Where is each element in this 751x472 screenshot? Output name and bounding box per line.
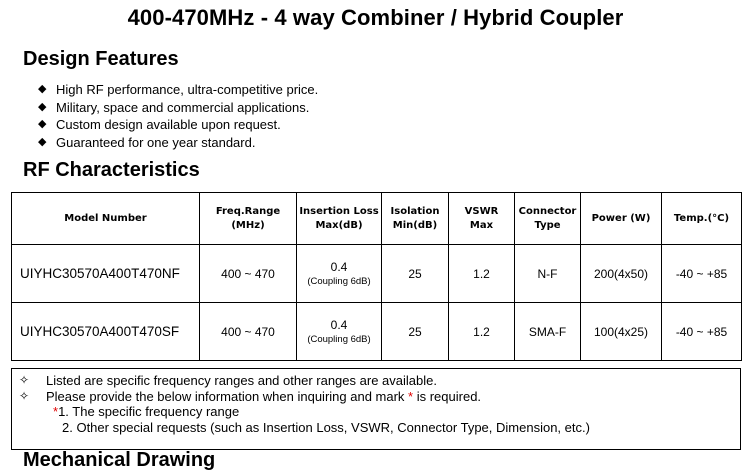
- col-header-connector: Connector Type: [515, 193, 581, 245]
- cell-isolation: 25: [382, 303, 449, 361]
- diamond-bullet-icon: ◆: [38, 100, 47, 113]
- diamond-outline-icon: ✧: [19, 373, 30, 387]
- rf-characteristics-heading: RF Characteristics: [23, 159, 200, 181]
- note-subitem: 2. Other special requests (such as Insertion Loss, VSWR, Connector Type, Dimension, etc.): [62, 419, 590, 435]
- required-asterisk: *: [53, 404, 59, 419]
- note-line: [19, 373, 740, 389]
- cell-power: 100(4x25): [581, 303, 662, 361]
- cell-vswr: 1.2: [449, 245, 515, 303]
- col-header-freq: Freq.Range (MHz): [200, 193, 297, 245]
- note-subitem: * 1. The specific frequency range: [53, 404, 240, 419]
- cell-temp: -40 ~ +85: [662, 245, 742, 303]
- diamond-bullet-icon: ◆: [38, 135, 47, 148]
- required-asterisk: *: [408, 388, 414, 404]
- cell-connector: SMA-F: [515, 303, 581, 361]
- diamond-bullet-icon: ◆: [38, 118, 47, 130]
- cell-connector: N-F: [515, 245, 581, 303]
- feature-text: High RF performance, ultra-competitive price.: [56, 82, 319, 97]
- feature-item: [38, 116, 318, 134]
- design-features-list: [38, 81, 318, 151]
- cell-model: UIYHC30570A400T470SF: [12, 303, 200, 361]
- note-text: Listed are specific frequency ranges and other ranges are available.: [46, 373, 437, 388]
- page-title: 400-470MHz - 4 way Combiner / Hybrid Coupler: [127, 5, 624, 30]
- cell-model: UIYHC30570A400T470NF: [12, 245, 200, 303]
- cell-insertion-loss: 0.4 (Coupling 6dB): [297, 245, 382, 303]
- cell-freq: 400 ~ 470: [200, 245, 297, 303]
- diamond-outline-icon: ✧: [19, 388, 30, 403]
- col-header-model: Model Number: [12, 193, 200, 245]
- cell-isolation: 25: [382, 245, 449, 303]
- col-header-insertion-loss: Insertion Loss Max(dB): [297, 193, 382, 245]
- feature-item: [38, 99, 318, 117]
- table-row: [12, 245, 742, 303]
- cell-freq: 400 ~ 470: [200, 303, 297, 361]
- diamond-bullet-icon: ◆: [38, 83, 47, 95]
- col-header-temp: Temp.(°C): [662, 193, 742, 245]
- cell-insertion-loss: 0.4 (Coupling 6dB): [297, 303, 382, 361]
- feature-item: [38, 81, 318, 99]
- table-row: [12, 303, 742, 361]
- note-text: Please provide the below information when inquiring and mark * is required.: [46, 388, 482, 404]
- design-features-heading: Design Features: [23, 48, 179, 70]
- feature-text: Custom design available upon request.: [56, 117, 281, 132]
- feature-text: Guaranteed for one year standard.: [56, 134, 256, 150]
- note-line: [19, 389, 740, 405]
- col-header-power: Power (W): [581, 193, 662, 245]
- feature-text: Military, space and commercial applications.: [56, 99, 310, 115]
- cell-power: 200(4x50): [581, 245, 662, 303]
- col-header-isolation: Isolation Min(dB): [382, 193, 449, 245]
- feature-item: [38, 134, 318, 152]
- notes-box: [11, 368, 741, 450]
- table-header-row: [12, 193, 742, 245]
- mechanical-drawing-heading: Mechanical Drawing: [23, 449, 216, 471]
- cell-vswr: 1.2: [449, 303, 515, 361]
- rf-spec-table: [11, 192, 742, 361]
- cell-temp: -40 ~ +85: [662, 303, 742, 361]
- col-header-vswr: VSWR Max: [449, 193, 515, 245]
